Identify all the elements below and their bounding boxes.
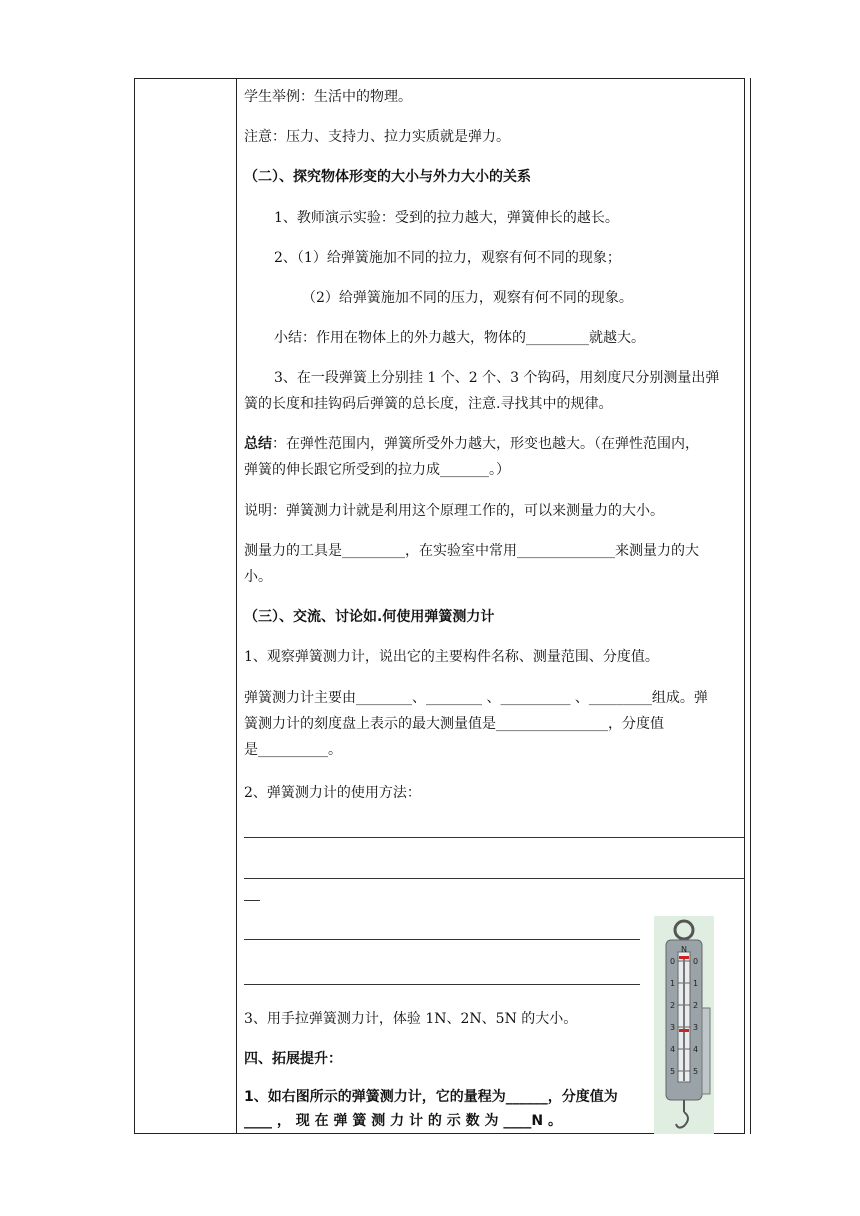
- svg-text:4: 4: [670, 1045, 676, 1054]
- summary-label: 总结: [244, 436, 272, 452]
- text-line: 簧测力计的刻度盘上表示的最大测量值是________________，分度值: [244, 716, 664, 732]
- section-heading: 四、拓展提升：: [244, 1051, 342, 1067]
- text-line: 1、观察弹簧测力计，说出它的主要构件名称、测量范围、分度值。: [244, 649, 659, 665]
- spring-scale-icon: [654, 916, 714, 1134]
- text-line: 小结：作用在物体上的外力越大，物体的_________就越大。: [274, 330, 645, 346]
- svg-text:5: 5: [693, 1067, 699, 1076]
- column-divider-right: [750, 78, 751, 1134]
- answer-line: [244, 900, 260, 901]
- text-line: （2）给弹簧施加不同的压力，观察有何不同的现象。: [302, 290, 633, 306]
- text-line: 总结：在弹性范围内，弹簧所受外力越大，形变也越大。（在弹性范围内，: [244, 436, 699, 452]
- svg-text:5: 5: [670, 1067, 676, 1076]
- text-line: 3、在一段弹簧上分别挂 1 个、2 个、3 个钩码，用刻度尺分别测量出弹: [274, 370, 720, 386]
- svg-text:1: 1: [670, 979, 676, 988]
- svg-text:N: N: [681, 945, 687, 954]
- text-line: 2、弹簧测力计的使用方法：: [244, 785, 421, 801]
- answer-line: [244, 837, 744, 838]
- answer-line: [244, 984, 640, 985]
- svg-text:0: 0: [693, 957, 699, 966]
- section-heading: （二）、探究物体形变的大小与外力大小的关系: [244, 169, 531, 185]
- answer-line: [244, 878, 744, 879]
- text-line: 弹簧的伸长跟它所受到的拉力成_______。）: [244, 462, 510, 478]
- spring-scale-image: [654, 916, 714, 1134]
- lesson-content: [236, 78, 750, 1134]
- svg-text:3: 3: [693, 1023, 699, 1032]
- text-line: 弹簧测力计主要由________、________ 、__________ 、_________组成。弹: [244, 690, 708, 706]
- text-line: 3、用手拉弹簧测力计，体验 1N、2N、5N 的大小。: [244, 1011, 578, 1027]
- svg-text:4: 4: [693, 1045, 699, 1054]
- section-heading: （三）、交流、讨论如.何使用弹簧测力计: [244, 609, 495, 625]
- exercise-line: 1、如右图所示的弹簧测力计，它的量程为______，分度值为: [244, 1089, 618, 1105]
- text-line: 注意：压力、支持力、拉力实质就是弹力。: [244, 129, 510, 145]
- text-line: 说明：弹簧测力计就是利用这个原理工作的，可以来测量力的大小。: [244, 503, 664, 519]
- answer-line: [244, 939, 640, 940]
- text-line: 2、（1）给弹簧施加不同的拉力，观察有何不同的现象；: [274, 250, 621, 266]
- svg-text:3: 3: [670, 1023, 676, 1032]
- exercise-line: ____ ， 现 在 弹 簧 测 力 计 的 示 数 为 ____N 。: [244, 1113, 562, 1129]
- text-line: 测量力的工具是_________，在实验室中常用______________来测量力的大: [244, 543, 699, 559]
- svg-text:2: 2: [693, 1001, 699, 1010]
- svg-text:0: 0: [670, 957, 676, 966]
- text-line: 1、教师演示实验：受到的拉力越大，弹簧伸长的越长。: [274, 210, 619, 226]
- text-line: 小。: [244, 569, 272, 585]
- text-line: 是__________。: [244, 742, 342, 758]
- svg-text:1: 1: [693, 979, 699, 988]
- text-line: 学生举例：生活中的物理。: [244, 89, 412, 105]
- text-line: 簧的长度和挂钩码后弹簧的总长度，注意.寻找其中的规律。: [244, 396, 613, 412]
- svg-text:2: 2: [670, 1001, 676, 1010]
